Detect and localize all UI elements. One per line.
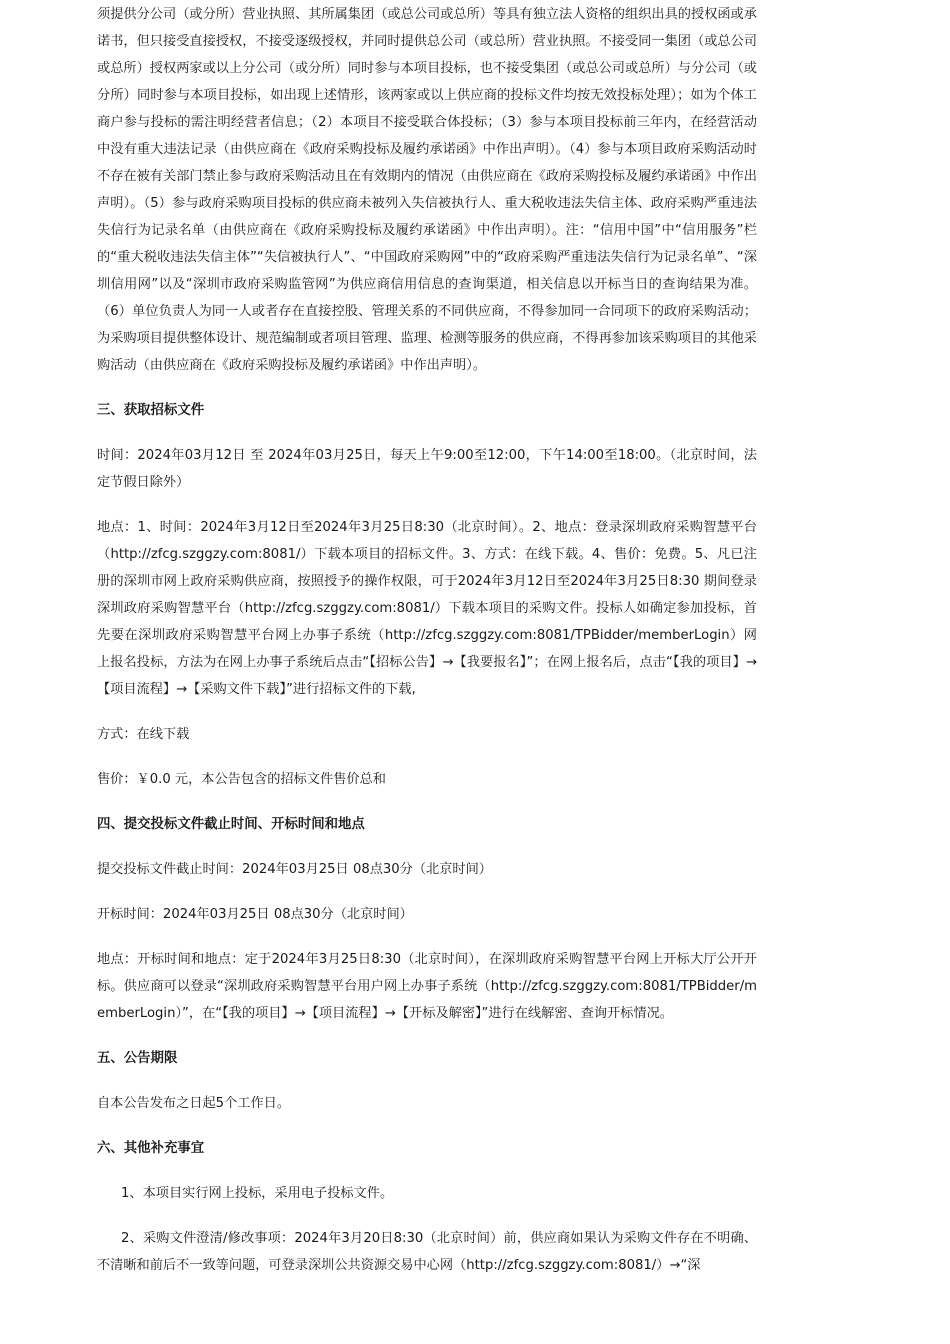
opening-time: 开标时间：2024年03月25日 08点30分（北京时间）: [97, 907, 413, 922]
other-matter-item-2: 2、采购文件澄清/修改事项：2024年3月20日8:30（北京时间）前，供应商如果认为采购文件存在不明确、不清晰和前后不一致等问题，可登录深圳公共资源交易中心网（http://zfcg.szggzy.com:8081/）→“深: [97, 1231, 757, 1273]
opening-place: 地点：开标时间和地点：定于2024年3月25日8:30（北京时间），在深圳政府采购智慧平台网上开标大厅公开开标。供应商可以登录“深圳政府采购智慧平台用户网上办事子系统（http://zfcg.szggzy.com:8081/TPBidder/memberLogin）”，在“【我的项目】→【项目流程】→【开标及解密】”进行在线解密、查询开标情况。: [97, 952, 757, 1021]
obtain-time: 时间：2024年03月12日 至 2024年03月25日，每天上午9:00至12:00，下午14:00至18:00。（北京时间，法定节假日除外）: [97, 448, 757, 490]
section-heading-obtain-documents: 三、获取招标文件: [97, 403, 205, 418]
section-heading-other-matters: 六、其他补充事宜: [97, 1141, 205, 1156]
eligibility-paragraph: 须提供分公司（或分所）营业执照、其所属集团（或总公司或总所）等具有独立法人资格的组织出具的授权函或承诺书，但只接受直接授权，不接受逐级授权，并同时提供总公司（或总所）营业执照。不接受同一集团（或总公司或总所）授权两家或以上分公司（或分所）同时参与本项目投标，也不接受集团（或总公司或总所）与分公司（或分所）同时参与本项目投标，如出现上述情形，该两家或以上供应商的投标文件均按无效投标处理）；如为个体工商户参与投标的需注明经营者信息；（2）本项目不接受联合体投标；（3）参与本项目投标前三年内，在经营活动中没有重大违法记录（由供应商在《政府采购投标及履约承诺函》中作出声明）。（4）参与本项目政府采购活动时不存在被有关部门禁止参与政府采购活动且在有效期内的情况（由供应商在《政府采购投标及履约承诺函》中作出声明）。（5）参与政府采购项目投标的供应商未被列入失信被执行人、重大税收违法失信主体、政府采购严重违法失信行为记录名单（由供应商在《政府采购投标及履约承诺函》中作出声明）。注：“信用中国”中“信用服务”栏的“重大税收违法失信主体”“失信被执行人”、“中国政府采购网”中的“政府采购严重违法失信行为记录名单”、“深圳信用网”以及“深圳市政府采购监管网”为供应商信用信息的查询渠道，相关信息以开标当日的查询结果为准。（6）单位负责人为同一人或者存在直接控股、管理关系的不同供应商，不得参加同一合同项下的政府采购活动；为采购项目提供整体设计、规范编制或者项目管理、监理、检测等服务的供应商，不得再参加该采购项目的其他采购活动（由供应商在《政府采购投标及履约承诺函》中作出声明）。: [97, 7, 757, 373]
submission-deadline: 提交投标文件截止时间：2024年03月25日 08点30分（北京时间）: [97, 862, 492, 877]
document-page: [97, 0, 757, 1279]
obtain-method: 方式：在线下载: [97, 727, 190, 742]
other-matter-item-1: 1、本项目实行网上投标，采用电子投标文件。: [121, 1186, 394, 1201]
section-heading-deadline: 四、提交投标文件截止时间、开标时间和地点: [97, 817, 365, 832]
announcement-period-text: 自本公告发布之日起5个工作日。: [97, 1096, 291, 1111]
obtain-place: 地点：1、时间：2024年3月12日至2024年3月25日8:30（北京时间）。2、地点：登录深圳政府采购智慧平台（http://zfcg.szggzy.com:8081/）下载本项目的招标文件。3、方式：在线下载。4、售价：免费。5、凡已注册的深圳市网上政府采购供应商，按照授予的操作权限，可于2024年3月12日至2024年3月25日8:30 期间登录深圳政府采购智慧平台（http://zfcg.szggzy.com:8081/）下载本项目的采购文件。投标人如确定参加投标，首先要在深圳政府采购智慧平台网上办事子系统（http://zfcg.szggzy.com:8081/TPBidder/memberLogin）网上报名投标，方法为在网上办事子系统后点击“【招标公告】→【我要报名】”；在网上报名后，点击“【我的项目】→【项目流程】→【采购文件下载】”进行招标文件的下载,: [97, 520, 757, 697]
section-heading-announcement-period: 五、公告期限: [97, 1051, 178, 1066]
document-price: 售价：￥0.0 元，本公告包含的招标文件售价总和: [97, 772, 386, 787]
